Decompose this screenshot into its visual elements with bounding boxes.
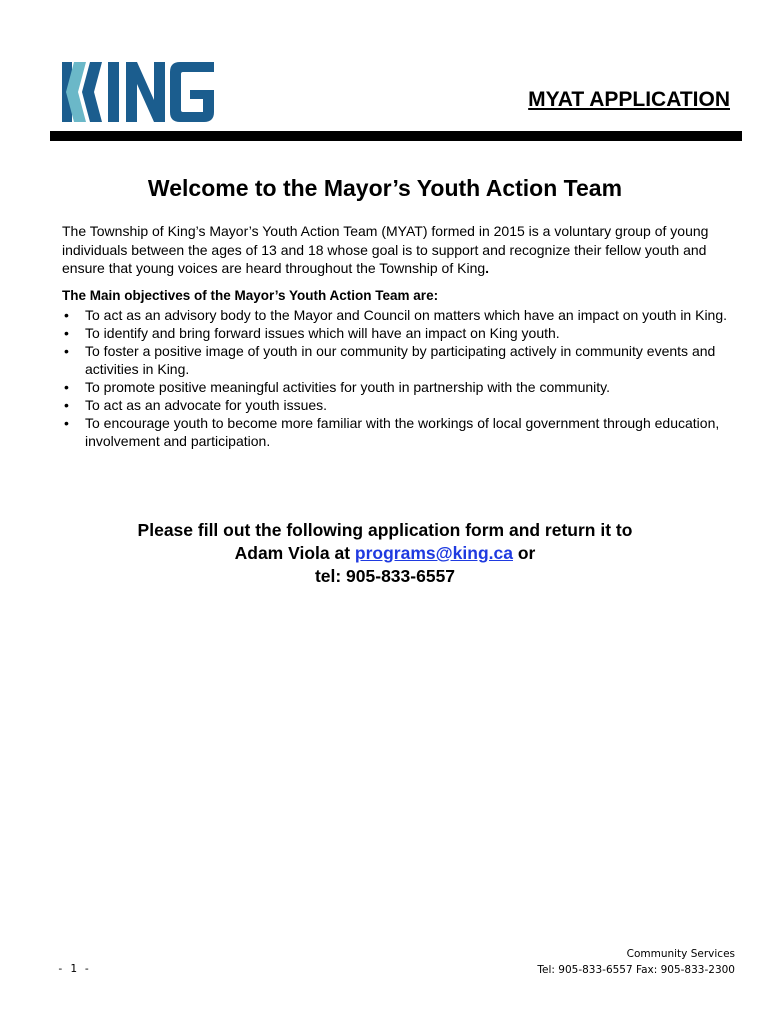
email-link[interactable]: programs@king.ca (354, 543, 513, 563)
footer-phone-fax: Tel: 905-833-6557 Fax: 905-833-2300 (537, 964, 735, 976)
list-item: • To foster a positive image of youth in our community by participating actively in community events and activities in King. (62, 342, 742, 378)
objectives-heading: The Main objectives of the Mayor’s Youth Action Team are: (62, 288, 439, 303)
list-item: • To act as an advisory body to the Mayor and Council on matters which have an impact on youth in King. (62, 306, 742, 324)
cta-line-1: Please fill out the following application form and return it to (137, 520, 633, 540)
king-logo (62, 60, 217, 124)
list-item: • To promote positive meaningful activities for youth in partnership with the community. (62, 378, 742, 396)
call-to-action (0, 519, 770, 588)
list-item: • To encourage youth to become more familiar with the workings of local government through education, involvement and participation. (62, 414, 742, 450)
intro-paragraph (62, 222, 742, 278)
page-number: - 1 - (57, 962, 91, 975)
application-title: MYAT APPLICATION (528, 88, 730, 111)
cta-contact-name: Adam Viola at (234, 543, 355, 563)
page-title: Welcome to the Mayor’s Youth Action Team (147, 175, 623, 201)
header-rule (50, 131, 742, 141)
footer-contact (537, 946, 735, 978)
list-item: • To identify and bring forward issues which will have an impact on King youth. (62, 324, 742, 342)
intro-text: The Township of King’s Mayor’s Youth Action Team (MYAT) formed in 2015 is a voluntary group of young individuals between the ages of 13 and 18 whose goal is to support and recognize their fellow youth and ensure that young voices are heard throughout the Township of King (62, 223, 709, 276)
objectives-list (62, 306, 742, 450)
footer-department: Community Services (626, 948, 735, 960)
cta-or: or (513, 543, 536, 563)
intro-period: . (485, 260, 490, 276)
cta-phone: tel: 905-833-6557 (314, 566, 456, 586)
cta-line-2 (0, 542, 770, 565)
list-item: • To act as an advocate for youth issues. (62, 396, 742, 414)
